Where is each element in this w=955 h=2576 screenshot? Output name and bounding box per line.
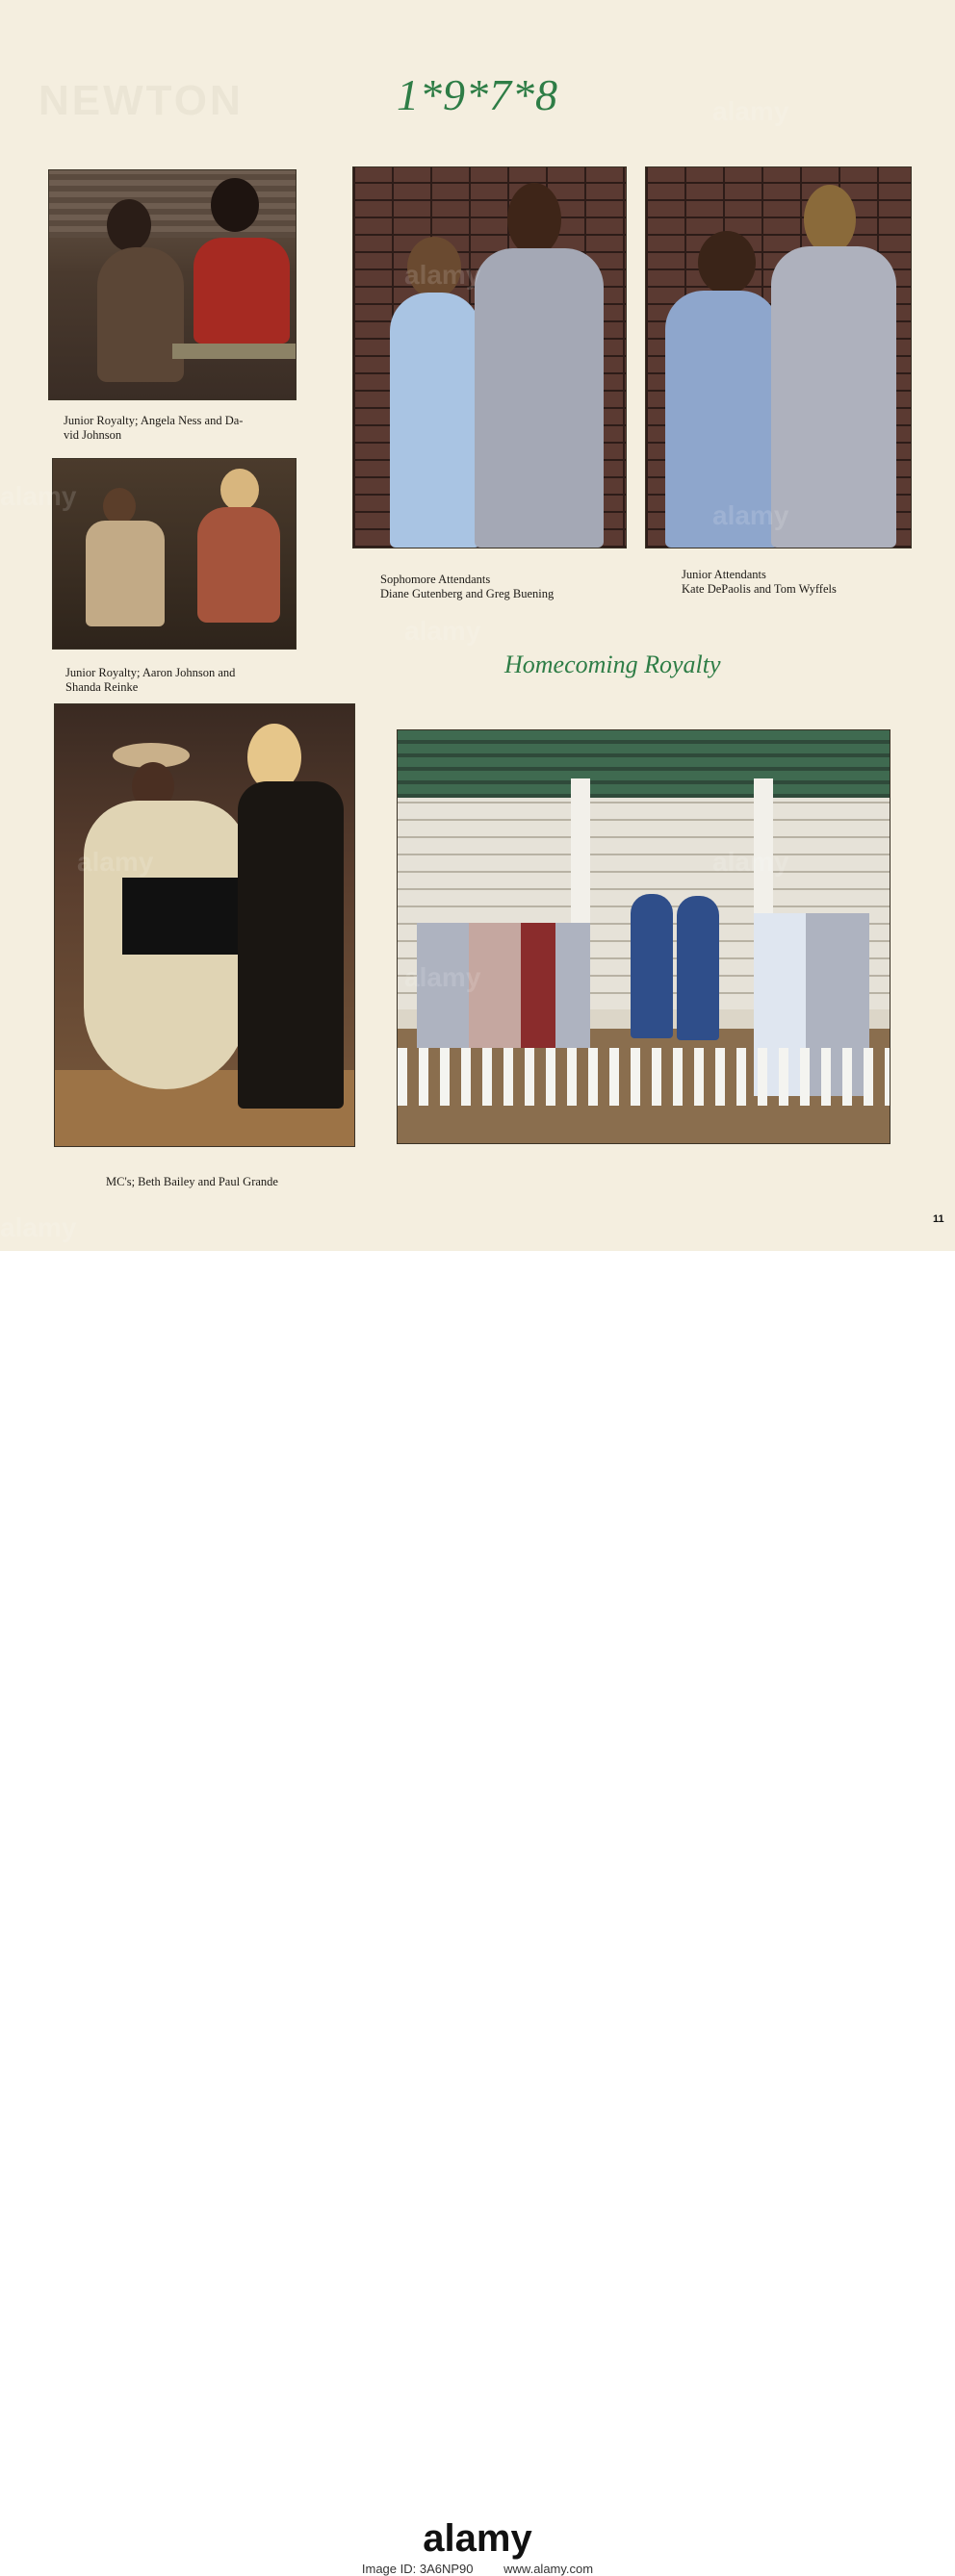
watermark-logo: alamy	[404, 962, 481, 992]
caption-junior-royalty-1: Junior Royalty; Angela Ness and Da- vid Johnson	[64, 414, 244, 442]
page-number: 11	[933, 1213, 944, 1225]
photo-junior-royalty-2	[52, 458, 297, 650]
watermark-logo: alamy	[712, 847, 789, 877]
photo-mcs	[54, 703, 355, 1147]
site-url: www.alamy.com	[503, 2562, 594, 2576]
watermark-logo: alamy	[0, 481, 77, 511]
watermark-logo: alamy	[77, 847, 154, 877]
bleed-through-title: NEWTON	[39, 77, 244, 124]
watermark-logo: alamy	[404, 260, 481, 290]
yearbook-page	[0, 0, 955, 1251]
section-heading: Homecoming Royalty	[504, 650, 721, 678]
page-title: 1*9*7*8	[397, 70, 558, 119]
photo-junior-royalty-1	[48, 169, 297, 400]
alamy-logo: alamy	[423, 2517, 532, 2560]
stock-footer	[0, 1251, 955, 2576]
watermark-logo: alamy	[712, 96, 789, 126]
photo-homecoming-court	[397, 729, 890, 1144]
image-info	[0, 2562, 955, 2576]
caption-junior-attendants: Junior Attendants Kate DePaolis and Tom Wyffels	[682, 568, 837, 596]
photo-sophomore-attendants	[352, 166, 627, 548]
caption-mcs: MC's; Beth Bailey and Paul Grande	[106, 1175, 278, 1188]
caption-junior-royalty-2: Junior Royalty; Aaron Johnson and Shanda Reinke	[65, 666, 236, 694]
image-id: Image ID: 3A6NP90	[361, 2562, 474, 2576]
watermark-logo: alamy	[0, 1212, 77, 1242]
photo-junior-attendants	[645, 166, 912, 548]
watermark-logo: alamy	[712, 500, 789, 530]
caption-sophomore-attendants: Sophomore Attendants Diane Gutenberg and Greg Buening	[380, 573, 555, 600]
watermark-logo: alamy	[404, 616, 481, 646]
